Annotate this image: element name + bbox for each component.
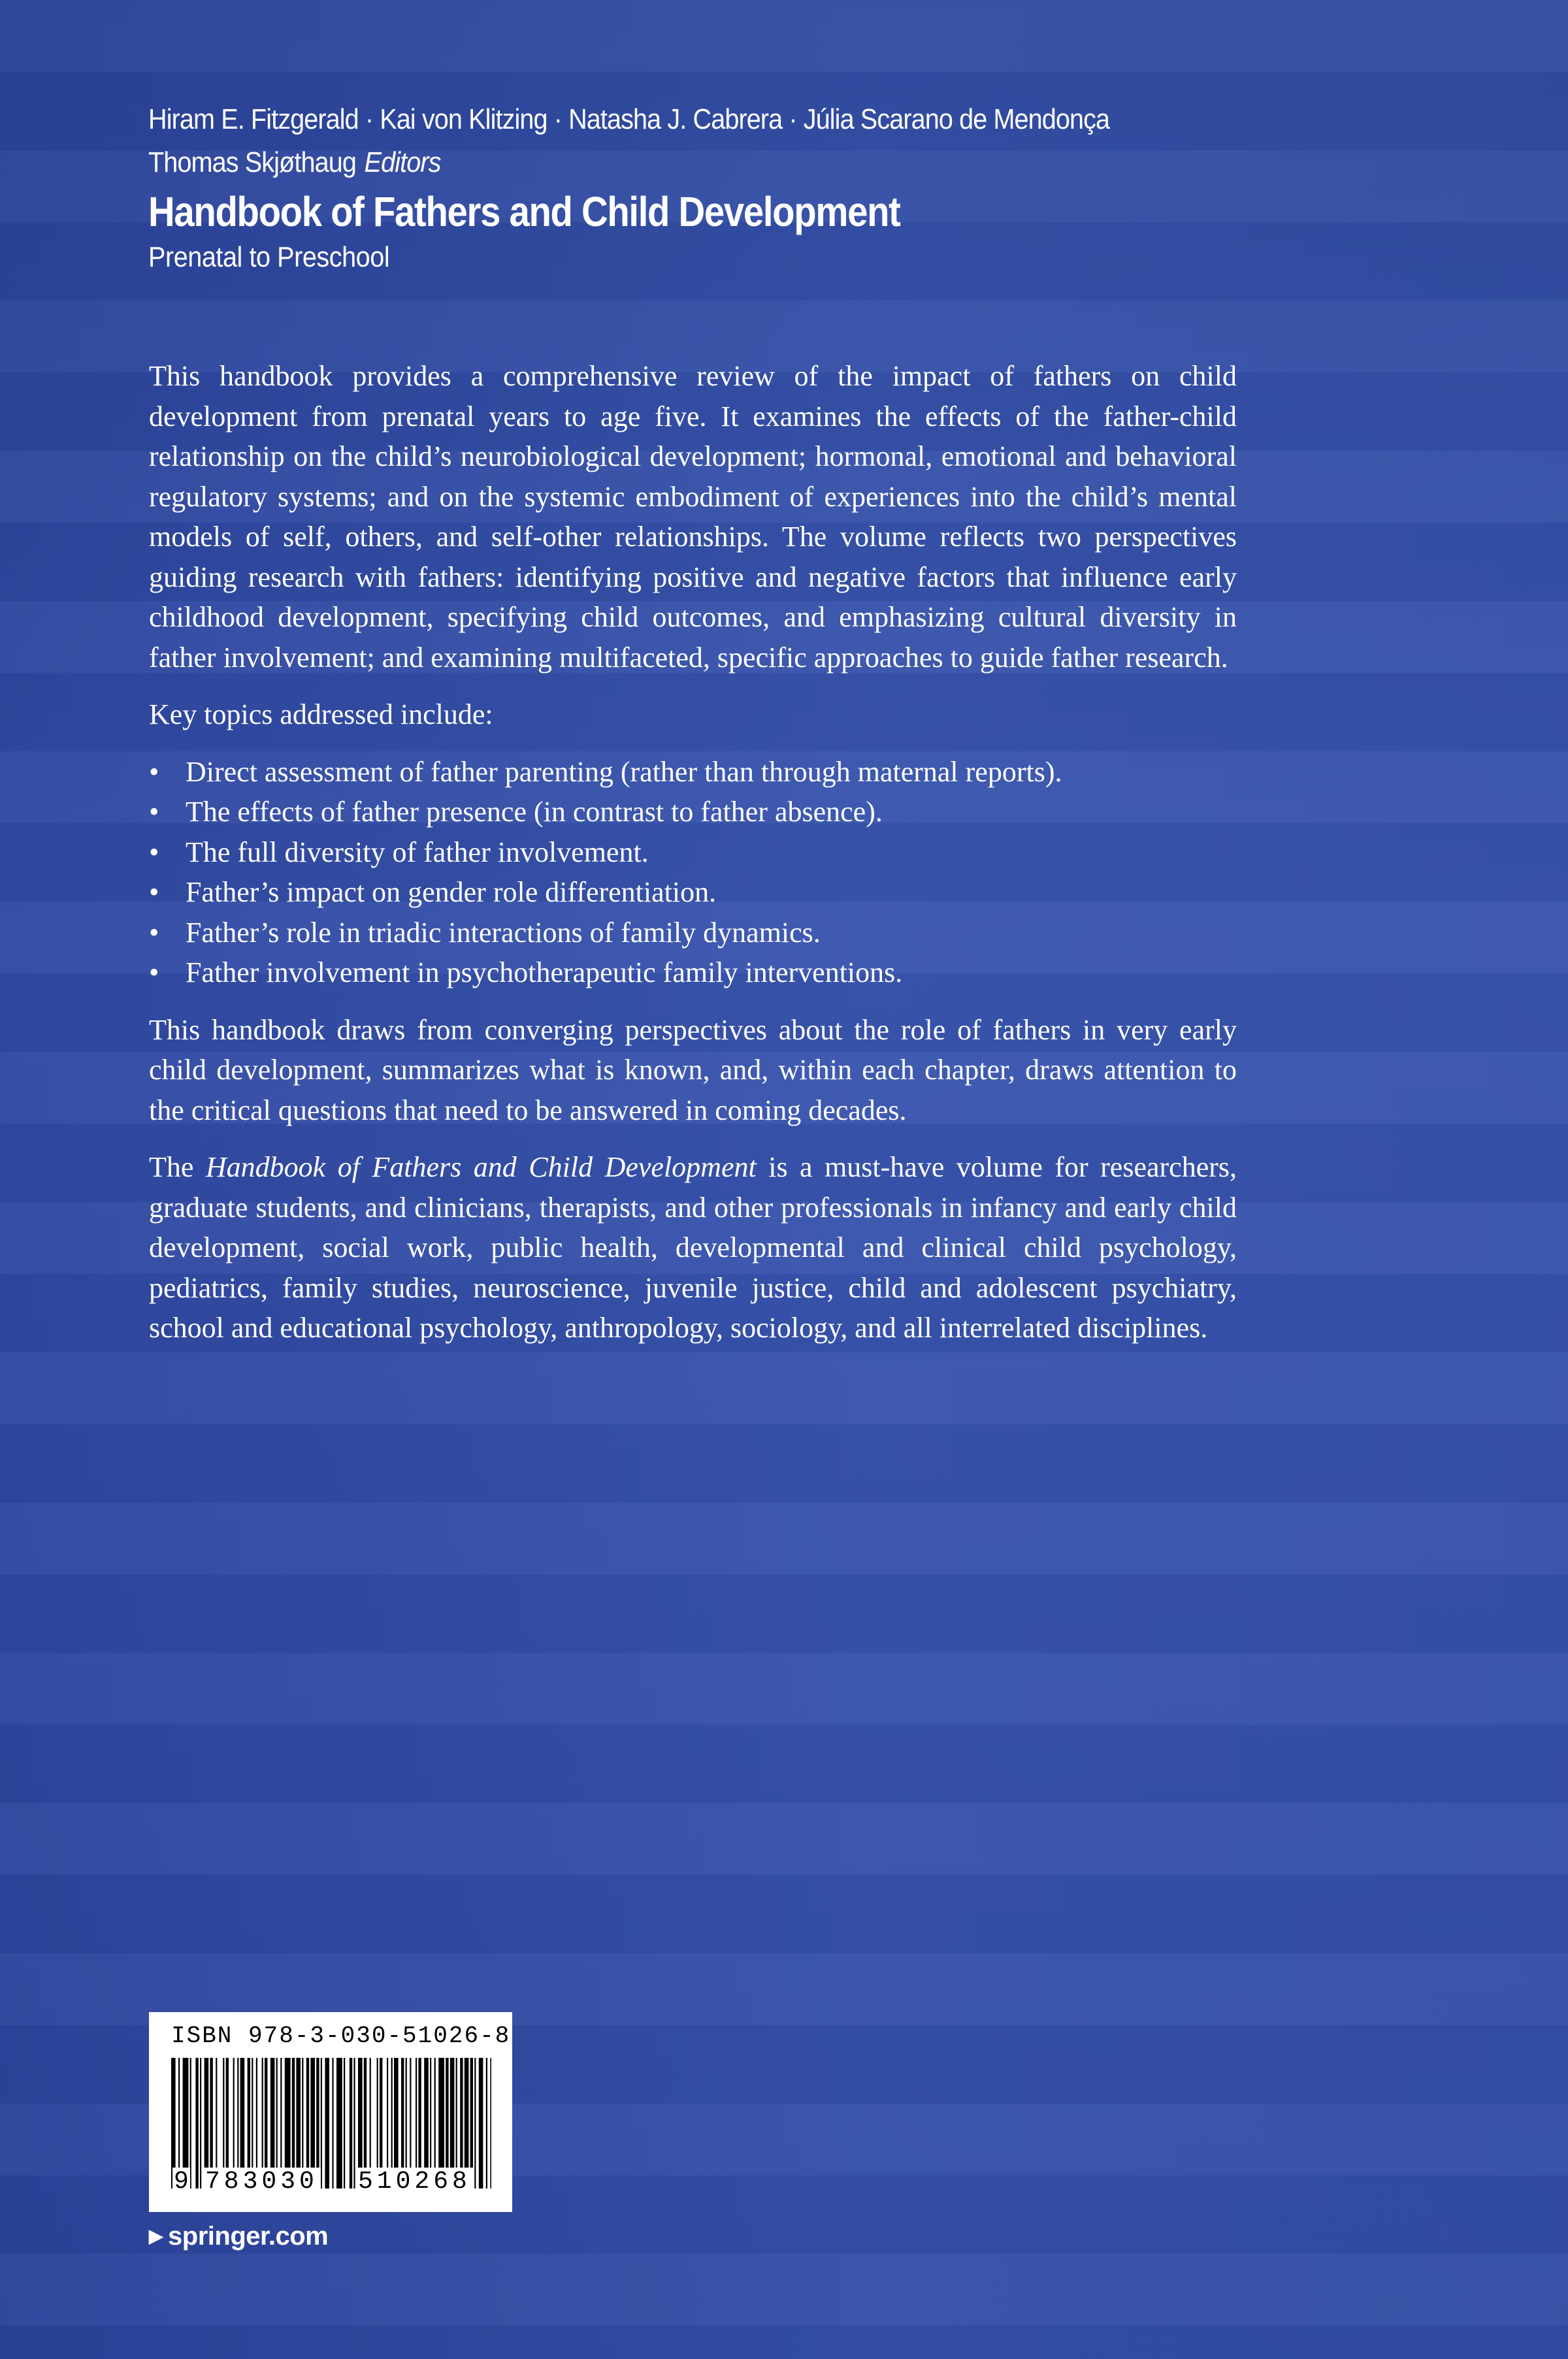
bullet-icon: •: [149, 916, 159, 949]
editors-line-2: [148, 141, 1266, 184]
list-item: [149, 752, 1237, 792]
editors-line-1: [148, 98, 1266, 141]
barcode-digits: [171, 2168, 491, 2200]
blurb: [149, 356, 1237, 1365]
publisher-website: springer.com: [168, 2222, 329, 2251]
bullet-icon: •: [149, 755, 159, 788]
list-item: [149, 913, 1237, 953]
editors-role: Editors: [364, 146, 441, 178]
topics-heading: Key topics addressed include:: [149, 698, 493, 730]
editors-names-2: Thomas Skjøthaug: [148, 146, 356, 178]
barcode-digit-first: 9: [174, 2168, 189, 2196]
bullet-icon: •: [149, 956, 159, 988]
barcode-digit-group-1: 783030: [203, 2168, 321, 2196]
editors-names-1: Hiram E. Fitzgerald · Kai von Klitzing · Natasha J. Cabrera · Júlia Scarano de Mendonça: [148, 103, 1110, 135]
list-item: [149, 832, 1237, 873]
bullet-icon: •: [149, 876, 159, 908]
list-item: [149, 872, 1237, 913]
topic-text: Father’s impact on gender role differentiation.: [186, 876, 717, 908]
arrow-right-icon: ▶: [149, 2226, 163, 2246]
list-item: [149, 952, 1237, 993]
summary-paragraph: This handbook draws from converging perspectives about the role of fathers in very early child development, summarizes what is known, and, within each chapter, draws attention to the critical questions that need to be answered in coming decades.: [149, 1013, 1237, 1126]
book-title: Handbook of Fathers and Child Development: [148, 188, 900, 235]
topics-list: [149, 752, 1237, 993]
list-item: [149, 792, 1237, 832]
topic-text: The effects of father presence (in contrast to father absence).: [186, 796, 883, 828]
intro-paragraph: This handbook provides a comprehensive review of the impact of fathers on child development from prenatal years to age five. It examines the effects of the father-child relationship on the child’s neurobiological development; hormonal, emotional and behavioral regulatory systems; and on the systemic embodiment of experiences into the child’s mental models of self, others, and self-other relationships. The volume reflects two perspectives guiding research with fathers: identifying positive and negative factors that influence early childhood development, specifying child outcomes, and emphasizing cultural diversity in father involvement; and examining multifaceted, specific approaches to guide father research.: [149, 360, 1237, 674]
topic-text: Father involvement in psychotherapeutic family interventions.: [186, 956, 903, 988]
book-subtitle: Prenatal to Preschool: [148, 241, 390, 273]
closing-book-title: Handbook of Fathers and Child Development: [205, 1151, 757, 1183]
bullet-icon: •: [149, 796, 159, 828]
topic-text: The full diversity of father involvement.: [186, 836, 649, 868]
barcode-digit-group-2: 510268: [355, 2168, 474, 2196]
bullet-icon: •: [149, 836, 159, 868]
closing-paragraph: [149, 1147, 1237, 1348]
closing-prefix: The: [149, 1151, 206, 1183]
topic-text: Father’s role in triadic interactions of family dynamics.: [186, 916, 821, 949]
closing-suffix: is a must-have volume for researchers, graduate students, and clinicians, therapists, and other professionals in infancy and early child development, social work, public health, developmental and clinical child psychology, pediatrics, family studies, neuroscience, juvenile justice, child and adolescent psychiatry, school and educational psychology, anthropology, sociology, and all interrelated disciplines.: [149, 1151, 1237, 1344]
topic-text: Direct assessment of father parenting (rather than through maternal reports).: [186, 755, 1062, 788]
publisher-link[interactable]: [149, 2220, 328, 2253]
isbn-label: ISBN 978-3-030-51026-8: [171, 2023, 511, 2049]
cover-header: [148, 98, 1390, 276]
isbn-barcode: [149, 2012, 512, 2212]
